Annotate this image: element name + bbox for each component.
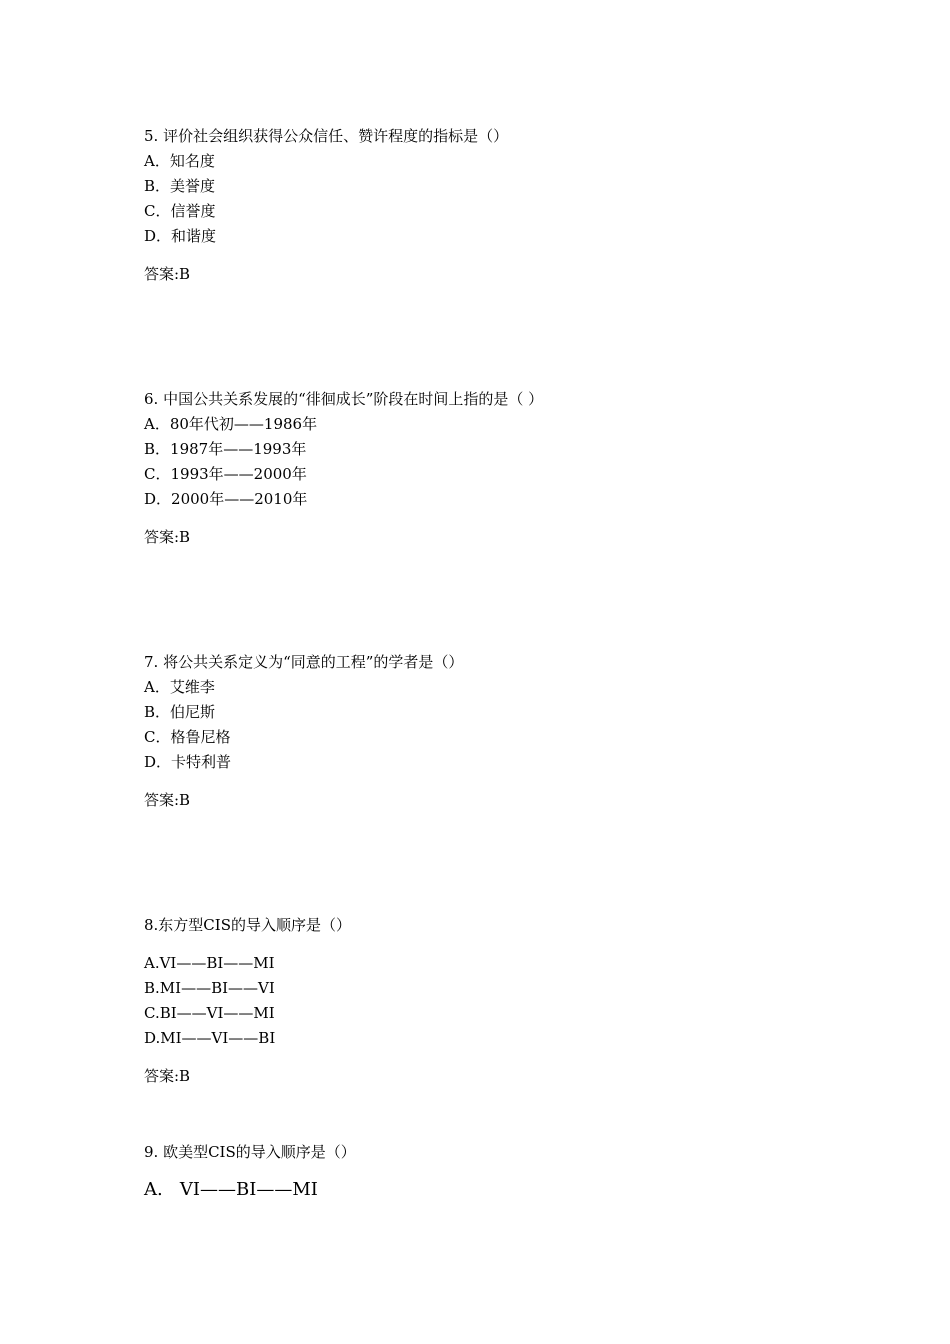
question-7-option-b: B．伯尼斯	[144, 703, 216, 721]
question-9-option-a: A. VI——BI——MI	[144, 1179, 318, 1200]
question-5-answer: 答案:B	[144, 265, 191, 283]
question-7-stem: 7. 将公共关系定义为“同意的工程”的学者是（）	[144, 653, 464, 671]
question-7-option-d: D．卡特利普	[144, 753, 232, 771]
question-7-option-c: C．格鲁尼格	[144, 728, 231, 746]
question-6-option-c: C．1993年——2000年	[144, 465, 307, 483]
question-6-option-d: D．2000年——2010年	[144, 490, 308, 508]
question-5-option-a: A．知名度	[144, 152, 215, 170]
question-6-option-b: B．1987年——1993年	[144, 440, 307, 458]
question-6-option-a: A．80年代初——1986年	[144, 415, 318, 433]
question-7-option-a: A．艾维李	[144, 678, 215, 696]
question-8-option-d: D.MI——VI——BI	[144, 1029, 276, 1047]
question-5-stem: 5. 评价社会组织获得公众信任、赞许程度的指标是（）	[144, 127, 509, 145]
question-6-answer: 答案:B	[144, 528, 191, 546]
question-5-option-d: D．和谐度	[144, 227, 217, 245]
question-6-stem: 6. 中国公共关系发展的“徘徊成长”阶段在时间上指的是（ ）	[144, 390, 544, 408]
question-8-option-b: B.MI——BI——VI	[144, 979, 275, 997]
question-8-stem: 8.东方型CIS的导入顺序是（）	[144, 916, 351, 934]
question-5-option-c: C．信誉度	[144, 202, 216, 220]
question-8-option-c: C.BI——VI——MI	[144, 1004, 275, 1022]
question-8-option-a: A.VI——BI——MI	[144, 954, 275, 972]
question-8-answer: 答案:B	[144, 1067, 191, 1085]
question-7-answer: 答案:B	[144, 791, 191, 809]
question-5-option-b: B．美誉度	[144, 177, 216, 195]
question-9-stem: 9. 欧美型CIS的导入顺序是（）	[144, 1143, 356, 1161]
